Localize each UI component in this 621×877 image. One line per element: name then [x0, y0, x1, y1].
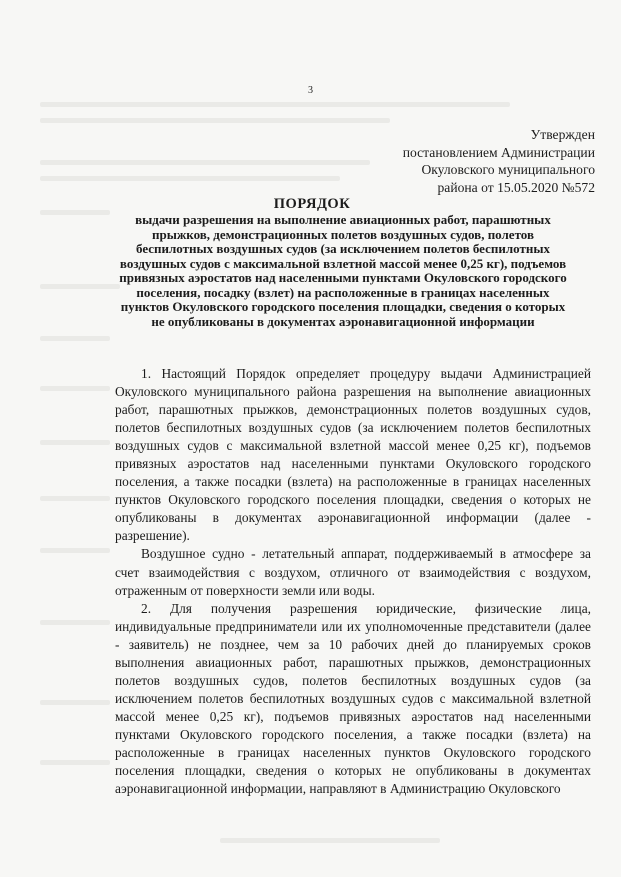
bleed-through-line [40, 620, 110, 625]
bleed-through-line [220, 838, 440, 843]
bleed-through-line [40, 496, 110, 501]
bleed-through-line [40, 700, 110, 705]
paragraph: Воздушное судно - летательный аппарат, поддерживаемый в атмосфере за счет взаимодействия с воздухом, отличного от взаимодействия с воздухом, отраженным от поверхности земли или воды. [115, 546, 591, 598]
page-number: 3 [308, 85, 313, 96]
approval-line: постановлением Администрации [402, 144, 595, 160]
bleed-through-line [40, 548, 110, 553]
approval-line: Утвержден [530, 127, 595, 142]
approval-line: Окуловского муниципального [421, 162, 595, 177]
paragraph: 2. Для получения разрешения юридические, физические лица, индивидуальные предприниматели или их уполномоченные представители (далее - заявитель) не позднее, чем за 10 рабочих дней до планируемых сроков выполнения авиационных работ, парашютных прыжков, демонстрационных полетов воздушных судов, полетов беспилотных воздушных судов (за исключением полетов беспилотных воздушных судов с максимальной взлетной массой менее 0,25 кг), подъемов привязных аэростатов над населенными пунктами Окуловского городского поселения, а также посадки (взлета) на расположенные в границах населенных пунктов Окуловского городского поселения площадки, сведения о которых не опубликованы в документах аэронавигационной информации, направляют в Администрацию Окуловского [115, 600, 591, 797]
bleed-through-line [40, 386, 110, 391]
paragraph: 1. Настоящий Порядок определяет процедуру выдачи Администрацией Окуловского муниципального района разрешения на выполнение авиационных работ, парашютных прыжков, демонстрационных полетов воздушных судов, полетов беспилотных воздушных судов (за исключением полетов беспилотных воздушных судов с максимальной взлетной массой менее 0,25 кг), подъемов привязных аэростатов над населенными пунктами Окуловского городского поселения, а также посадки (взлета) на расположенные в границах населенных пунктов Окуловского городского поселения площадки, сведения о которых не опубликованы в документах аэронавигационной информации (далее - разрешение). [115, 366, 591, 544]
document-subtitle: выдачи разрешения на выполнение авиационных работ, парашютных прыжков, демонстрационных полетов воздушных судов, полетов беспилотных воздушных судов (за исключением полетов беспилотных воздушных судов с максимальной взлетной массой менее 0,25 кг), подъемов привязных аэростатов над населенными пунктами Окуловского городского поселения, посадку (взлет) на расположенные в границах населенных пунктов Окуловского городского поселения площадки, сведения о которых не опубликованы в документах аэронавигационной информации [119, 212, 567, 329]
bleed-through-line [40, 160, 370, 165]
bleed-through-line [40, 760, 110, 765]
bleed-through-line [40, 440, 110, 445]
document-body [115, 365, 591, 798]
bleed-through-line [40, 176, 340, 181]
approval-line: района от 15.05.2020 №572 [437, 179, 595, 195]
bleed-through-line [40, 210, 110, 215]
bleed-through-line [40, 284, 120, 289]
bleed-through-line [40, 102, 510, 107]
document-title: ПОРЯДОК [273, 196, 351, 212]
bleed-through-line [40, 336, 110, 341]
approval-block [395, 126, 595, 196]
bleed-through-line [40, 118, 390, 123]
